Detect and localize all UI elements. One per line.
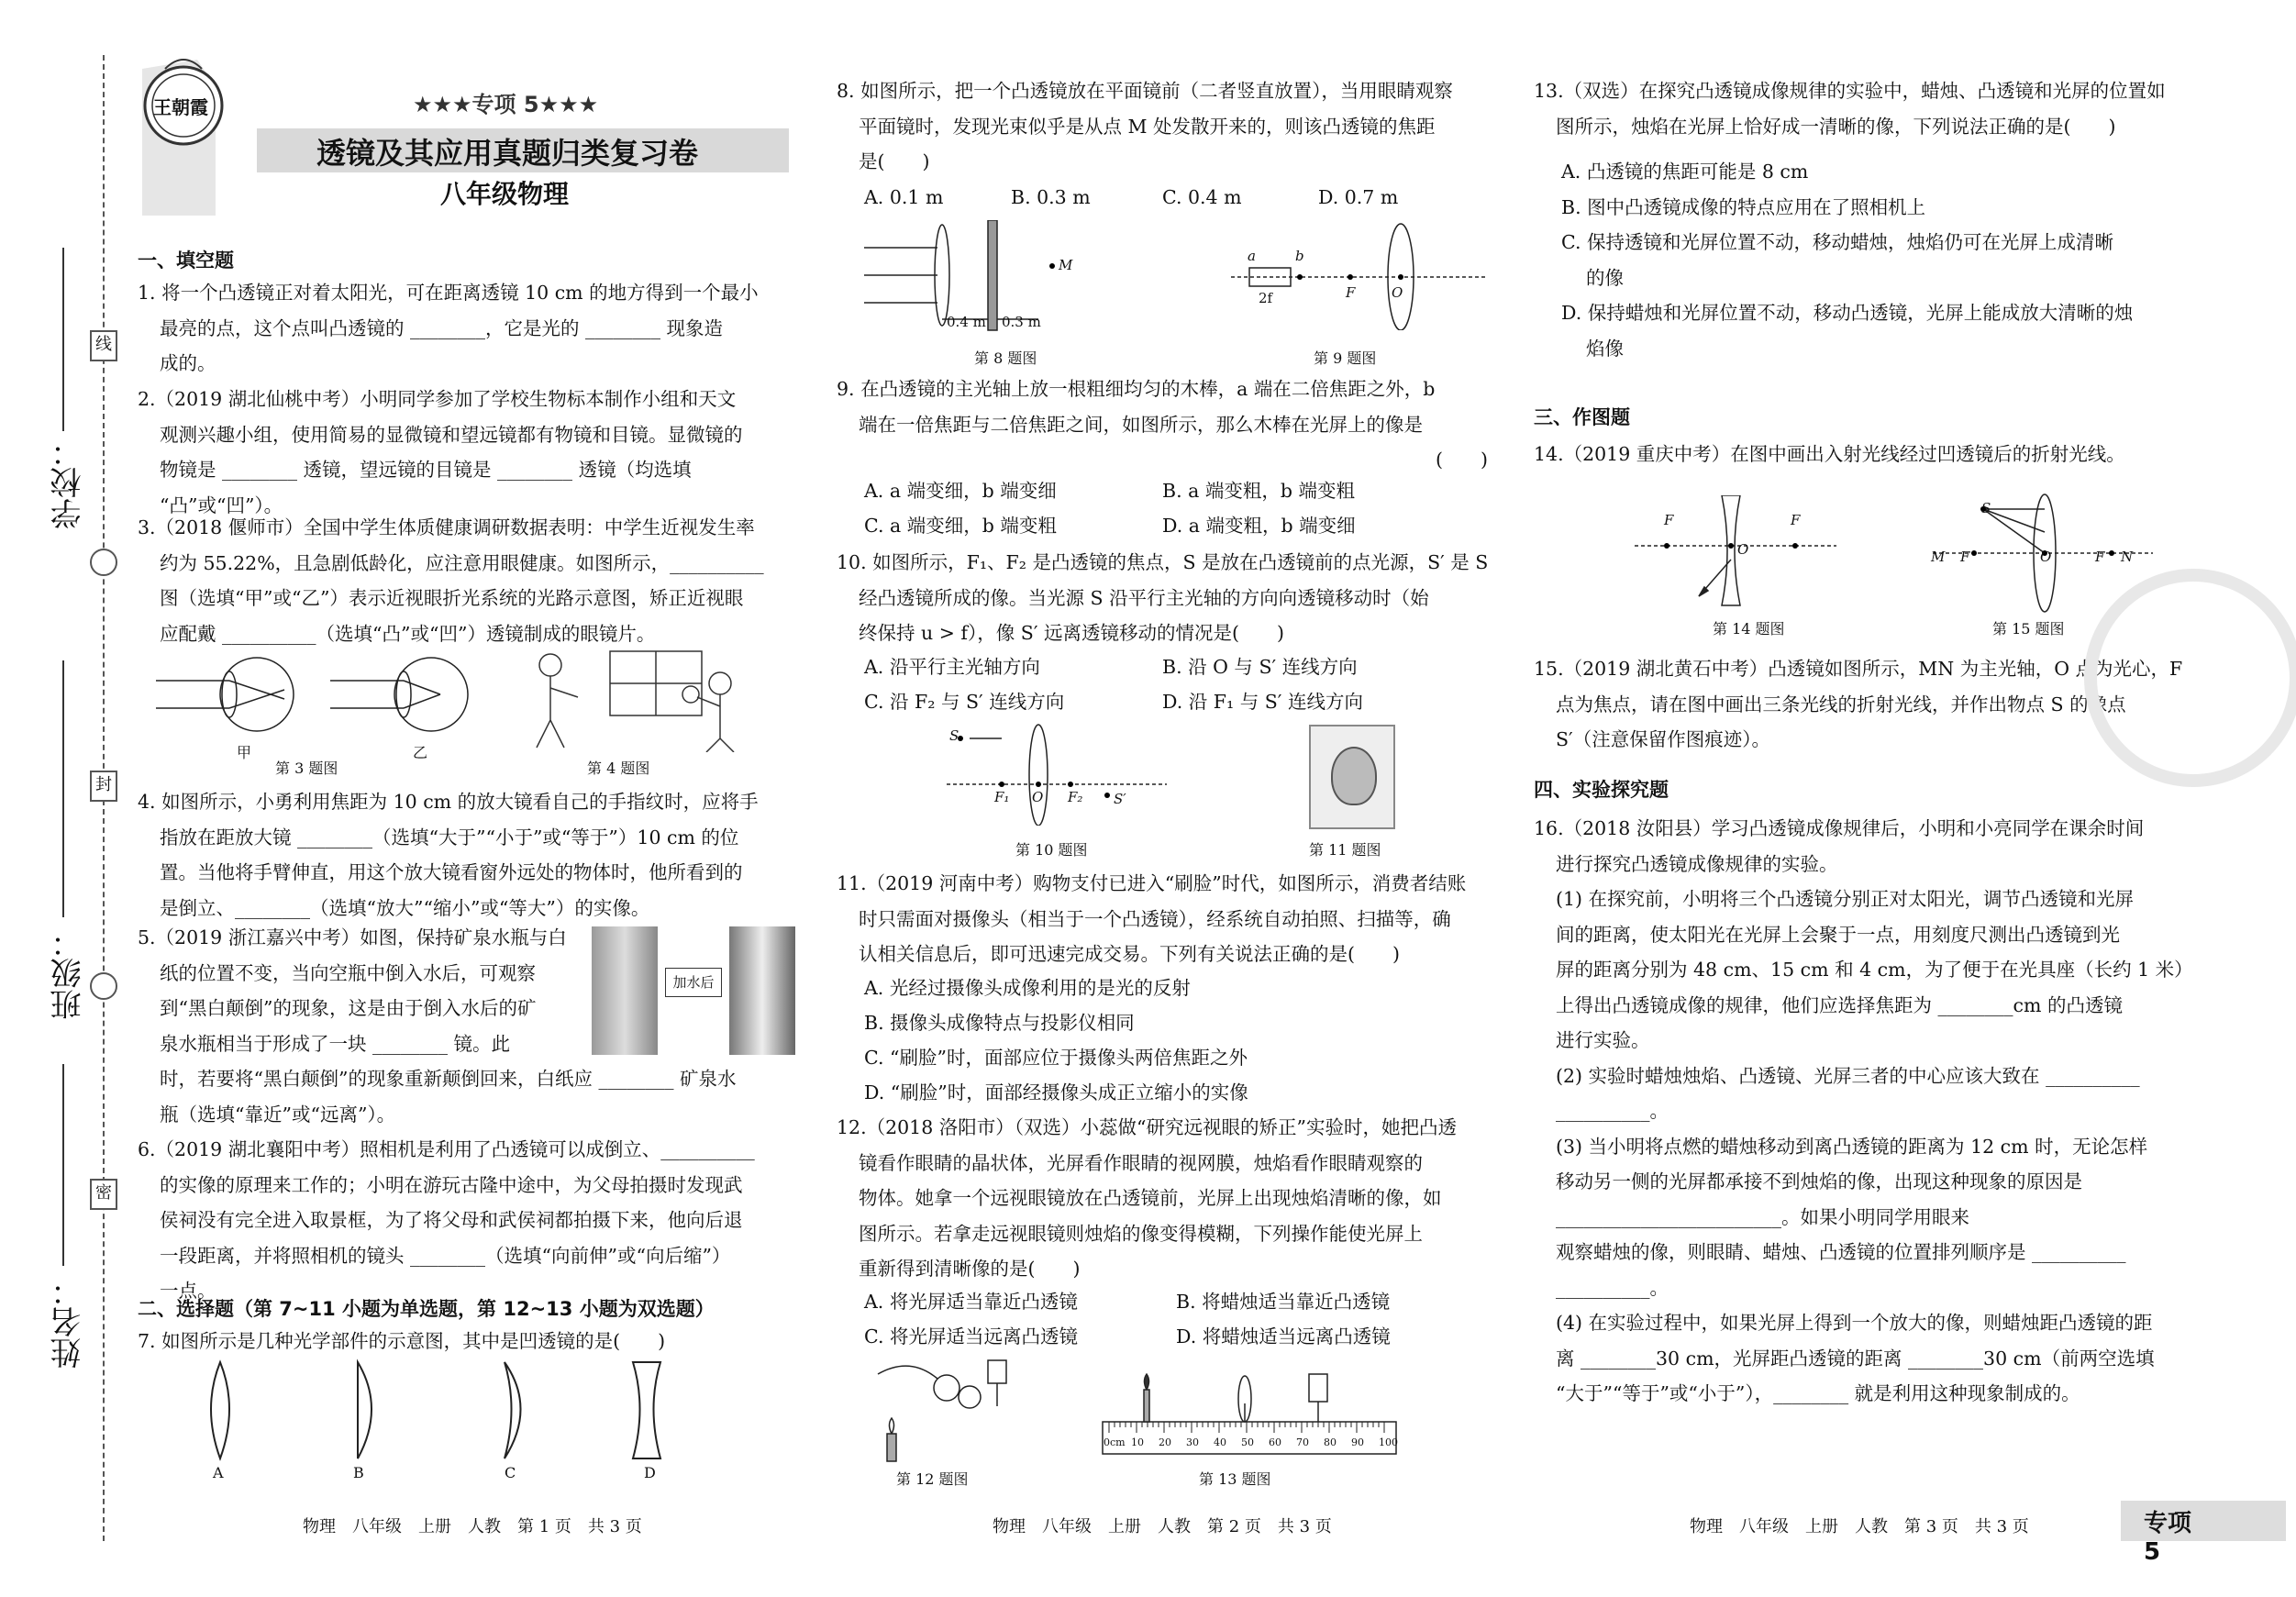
q3-line: 应配戴 __________（选填“凸”或“凹”）透镜制成的眼镜片。 bbox=[160, 622, 656, 645]
label-o10: O bbox=[1032, 789, 1044, 805]
ruler-label: 100 bbox=[1379, 1436, 1398, 1448]
q16-line: 观察蜡烛的像，则眼睛、蜡烛、凸透镜的位置排列顺序是 __________ bbox=[1556, 1241, 2126, 1263]
q13-line: 13.（双选）在探究凸透镜成像规律的实验中，蜡烛、凸透镜和光屏的位置如 bbox=[1534, 80, 2166, 102]
fig10-caption: 第 10 题图 bbox=[1015, 841, 1088, 859]
q3-line: 约为 55.22%，且急剧低龄化，应注意用眼健康。如图所示，__________ bbox=[160, 551, 764, 574]
ruler-label: 60 bbox=[1269, 1436, 1281, 1448]
option-d[interactable]: D bbox=[644, 1464, 656, 1481]
q13-options bbox=[1561, 154, 2133, 366]
label-f2: F₂ bbox=[1068, 789, 1083, 805]
column-2 bbox=[837, 0, 1497, 1597]
label-yi: 乙 bbox=[413, 744, 428, 761]
q16-line: __________。 bbox=[1556, 1100, 1669, 1122]
label-f15-right: F bbox=[2095, 549, 2105, 565]
label-s15: S bbox=[1981, 500, 1991, 516]
dim-04: 0.4 m bbox=[947, 314, 986, 330]
question-12 bbox=[837, 1110, 1457, 1287]
q13-option: 焰像 bbox=[1561, 337, 1625, 360]
hole-icon bbox=[90, 972, 117, 1000]
q2-line: 观测兴趣小组，使用简易的显微镜和望远镜都有物镜和目镜。显微镜的 bbox=[160, 423, 743, 446]
q7-lens-shapes bbox=[193, 1358, 780, 1468]
ruler-label: 50 bbox=[1241, 1436, 1254, 1448]
q4-line: 是倒立、________（选填“放大”“缩小”或“等大”）的实像。 bbox=[160, 896, 650, 919]
section-choice: 二、选择题（第 7~11 小题为单选题，第 12~13 小题为双选题） bbox=[138, 1298, 715, 1320]
ruler-label: 90 bbox=[1351, 1436, 1364, 1448]
q11-option-a[interactable]: A. 光经过摄像头成像利用的是光的反射 bbox=[864, 977, 1191, 999]
q16-line: 移动另一侧的光屏都承接不到烛焰的像，出现这种现象的原因是 bbox=[1556, 1170, 2082, 1192]
label-b: b bbox=[1295, 248, 1304, 264]
q8-line: 是( ) bbox=[859, 150, 930, 172]
q9-line: ( ) bbox=[1436, 449, 1488, 471]
footer-page-2: 物理 八年级 上册 人教 第 2 页 共 3 页 bbox=[993, 1517, 1332, 1536]
q10-line: 终保持 u > f），像 S′ 远离透镜移动的情况是( ) bbox=[859, 622, 1284, 644]
q16-line: (4) 在实验过程中，如果光屏上得到一个放大的像，则蜡烛距凸透镜的距 bbox=[1556, 1312, 2153, 1334]
q16-line: ________________________。如果小明同学用眼来 bbox=[1556, 1205, 1969, 1228]
eye-yi bbox=[330, 658, 468, 731]
q10-option-c[interactable]: C. 沿 F₂ 与 S′ 连线方向 bbox=[864, 691, 1065, 713]
label-f-right: F bbox=[1791, 512, 1801, 528]
q12-line: 图所示。若拿走远视眼镜则烛焰的像变得模糊，下列操作能使光屏上 bbox=[859, 1222, 1423, 1245]
question-8 bbox=[837, 73, 1453, 180]
ruler-label: 30 bbox=[1186, 1436, 1199, 1448]
logo-badge bbox=[142, 32, 225, 216]
q1-line: 最亮的点，这个点叫凸透镜的 ________，它是光的 ________ 现象造 bbox=[160, 316, 724, 339]
q2-line: 物镜是 ________ 透镜，望远镜的目镜是 ________ 透镜（均选填 bbox=[160, 459, 692, 481]
q2-line: 2.（2019 湖北仙桃中考）小明同学参加了学校生物标本制作小组和天文 bbox=[138, 388, 737, 410]
q12-option-c[interactable]: C. 将光屏适当远离凸透镜 bbox=[864, 1325, 1078, 1347]
binding-sidebar bbox=[0, 0, 128, 1597]
q7-text: 7. 如图所示是几种光学部件的示意图，其中是凹透镜的是( ) bbox=[138, 1330, 666, 1352]
q8-option-a[interactable]: A. 0.1 m bbox=[864, 186, 944, 208]
q5-line: 时，若要将“黑白颠倒”的现象重新颠倒回来，白纸应 ________ 矿泉水 bbox=[160, 1068, 737, 1090]
ruler-label: 80 bbox=[1324, 1436, 1337, 1448]
magnifier-figure bbox=[523, 647, 752, 752]
section-experiment: 四、实验探究题 bbox=[1534, 779, 1669, 801]
fig14-caption: 第 14 题图 bbox=[1713, 620, 1785, 638]
fig10-diagram bbox=[947, 720, 1167, 826]
q16-line: (1) 在探究前，小明将三个凸透镜分别正对太阳光，调节凸透镜和光屏 bbox=[1556, 888, 2135, 910]
q16-line: 进行实验。 bbox=[1556, 1029, 1650, 1051]
q16-line: 16.（2018 汝阳县）学习凸透镜成像规律后，小明和小亮同学在课余时间 bbox=[1534, 817, 2145, 839]
question-9 bbox=[837, 372, 1497, 478]
ruler-label: 70 bbox=[1296, 1436, 1309, 1448]
face-scanner-photo bbox=[1309, 725, 1395, 829]
q3-line: 3.（2018 偃师市）全国中学生体质健康调研数据表明：中学生近视发生率 bbox=[138, 516, 755, 538]
label-f1: F₁ bbox=[994, 789, 1010, 805]
q10-option-d[interactable]: D. 沿 F₁ 与 S′ 连线方向 bbox=[1162, 691, 1363, 713]
q8-line: 8. 如图所示，把一个凸透镜放在平面镜前（二者竖直放置），当用眼睛观察 bbox=[837, 80, 1453, 102]
question-5 bbox=[138, 920, 798, 1132]
option-b[interactable]: B bbox=[353, 1464, 364, 1481]
sidebar-mark-feng: 封 bbox=[90, 771, 117, 802]
question-3 bbox=[138, 510, 764, 651]
bottle-photo-after bbox=[729, 926, 795, 1055]
option-c[interactable]: C bbox=[505, 1464, 516, 1481]
q14-text: 14.（2019 重庆中考）在图中画出入射光线经过凹透镜后的折射光线。 bbox=[1534, 443, 2125, 465]
q10-line: 经凸透镜所成的像。当光源 S 沿平行主光轴的方向向透镜移动时（始 bbox=[859, 586, 1429, 609]
class-field[interactable] bbox=[62, 660, 64, 917]
q16-line: __________。 bbox=[1556, 1276, 1669, 1299]
label-f: F bbox=[1346, 284, 1356, 301]
q15-line: 点为焦点，请在图中画出三条光线的折射光线，并作出物点 S 的像点 bbox=[1556, 693, 2126, 715]
q15-line: S′（注意保留作图痕迹）。 bbox=[1556, 728, 1770, 750]
q6-line: 6.（2019 湖北襄阳中考）照相机是利用了凸透镜可以成倒立、__________ bbox=[138, 1138, 755, 1160]
option-a[interactable]: A bbox=[213, 1464, 224, 1481]
label-o15: O bbox=[2040, 549, 2052, 565]
label-s: S bbox=[949, 727, 959, 744]
footer-page-1: 物理 八年级 上册 人教 第 1 页 共 3 页 bbox=[303, 1517, 642, 1536]
q13-line: 图所示，烛焰在光屏上恰好成一清晰的像，下列说法正确的是( ) bbox=[1556, 115, 2116, 138]
label-2f: 2f bbox=[1259, 290, 1273, 306]
q8-line: 平面镜时，发现光束似乎是从点 M 处发散开来的，则该凸透镜的焦距 bbox=[859, 115, 1436, 138]
label-s-prime: S′ bbox=[1114, 791, 1126, 807]
q5-line: 5.（2019 浙江嘉兴中考）如图，保持矿泉水瓶与白 bbox=[138, 926, 567, 948]
label-f15-left: F bbox=[1960, 549, 1970, 565]
fig9-diagram bbox=[1231, 220, 1488, 330]
q4-line: 置。当他将手臂伸直，用这个放大镜看窗外远处的物体时，他所看到的 bbox=[160, 861, 743, 883]
fig12-glasses-sketch bbox=[873, 1356, 1020, 1466]
q11-option-b[interactable]: B. 摄像头成像特点与投影仪相同 bbox=[864, 1012, 1135, 1034]
q10-option-b[interactable]: B. 沿 O 与 S′ 连线方向 bbox=[1162, 656, 1358, 678]
lens-d bbox=[633, 1362, 660, 1458]
q12-line: 镜看作眼睛的晶状体，光屏看作眼睛的视网膜，烛焰看作眼睛观察的 bbox=[859, 1151, 1423, 1174]
fig4-caption: 第 4 题图 bbox=[587, 760, 650, 777]
fig9-caption: 第 9 题图 bbox=[1314, 349, 1377, 367]
question-2 bbox=[138, 382, 743, 523]
q16-line: (2) 实验时蜡烛烛焰、凸透镜、光屏三者的中心应该大致在 __________ bbox=[1556, 1064, 2140, 1087]
footer-page-3: 物理 八年级 上册 人教 第 3 页 共 3 页 bbox=[1690, 1517, 2029, 1536]
page-subtitle: 八年级物理 bbox=[440, 179, 570, 209]
q4-line: 4. 如图所示，小勇利用焦距为 10 cm 的放大镜看自己的手指纹时，应将手 bbox=[138, 791, 759, 813]
q10-option-a[interactable]: A. 沿平行主光轴方向 bbox=[864, 656, 1040, 678]
point-m: M bbox=[1059, 257, 1073, 273]
question-11 bbox=[837, 866, 1466, 972]
label-n: N bbox=[2121, 549, 2134, 565]
q13-option[interactable]: C. 保持透镜和光屏位置不动，移动蜡烛，烛焰仍可在光屏上成清晰 bbox=[1561, 231, 2113, 253]
q6-line: 侯祠没有完全进入取景框，为了将父母和武侯祠都拍摄下来，他向后退 bbox=[160, 1209, 743, 1231]
topic-label: ★★★专项 5★★★ bbox=[413, 92, 599, 117]
bottle-photo-before bbox=[592, 926, 658, 1055]
label-m: M bbox=[1931, 549, 1946, 565]
q4-line: 指放在距放大镜 ________（选填“大于”“小于”或“等于”）10 cm 的位 bbox=[160, 826, 739, 848]
school-label: 学校： bbox=[50, 436, 87, 529]
q3-line: 图（选填“甲”或“乙”）表示近视眼折光系统的光路示意图，矫正近视眼 bbox=[160, 587, 744, 609]
q16-line: 上得出凸透镜成像的规律，他们应选择焦距为 ________cm 的凸透镜 bbox=[1556, 993, 2123, 1016]
page-title: 透镜及其应用真题归类复习卷 bbox=[316, 136, 699, 171]
question-6 bbox=[138, 1132, 755, 1309]
q11-line: 认相关信息后，即可迅速完成交易。下列有关说法正确的是( ) bbox=[859, 943, 1400, 965]
q5-line: 纸的位置不变，当向空瓶中倒入水后，可观察 bbox=[160, 961, 536, 984]
watermark-seal bbox=[2084, 569, 2296, 787]
sidebar-mark-mi: 密 bbox=[90, 1179, 117, 1210]
q8-option-d[interactable]: D. 0.7 m bbox=[1318, 186, 1399, 208]
label-o: O bbox=[1392, 284, 1403, 301]
q12-option-a[interactable]: A. 将光屏适当靠近凸透镜 bbox=[864, 1291, 1078, 1313]
ruler-scale bbox=[1098, 1436, 1410, 1455]
q13-option[interactable]: D. 保持蜡烛和光屏位置不动，移动凸透镜，光屏上能成放大清晰的烛 bbox=[1561, 302, 2134, 324]
ruler-label: 20 bbox=[1159, 1436, 1171, 1448]
eye-jia bbox=[156, 658, 294, 731]
fig15-caption: 第 15 题图 bbox=[1992, 620, 2065, 638]
topic-tag: 专项 5 bbox=[2144, 1510, 2192, 1566]
ruler-label: 10 bbox=[1131, 1436, 1144, 1448]
lens-b bbox=[358, 1362, 372, 1458]
school-field[interactable] bbox=[62, 248, 64, 431]
logo-text: 王朝霞 bbox=[153, 96, 208, 118]
hole-icon bbox=[90, 549, 117, 576]
fig8-caption: 第 8 题图 bbox=[974, 349, 1037, 367]
q16-line: 进行探究凸透镜成像规律的实验。 bbox=[1556, 852, 1838, 875]
fig11-caption: 第 11 题图 bbox=[1309, 841, 1381, 859]
label-f-left: F bbox=[1664, 512, 1674, 528]
dim-03: 0.3 m bbox=[1002, 314, 1041, 330]
label-jia: 甲 bbox=[237, 744, 252, 761]
q9-option-d[interactable]: D. a 端变粗，b 端变细 bbox=[1162, 515, 1356, 537]
q12-option-b[interactable]: B. 将蜡烛适当靠近凸透镜 bbox=[1176, 1291, 1391, 1313]
q9-option-a[interactable]: A. a 端变细，b 端变细 bbox=[864, 480, 1057, 502]
label-a: a bbox=[1248, 248, 1256, 264]
q12-line: 重新得到清晰像的是( ) bbox=[859, 1258, 1081, 1280]
q6-line: 一点。 bbox=[160, 1280, 216, 1302]
ruler-label: 0cm bbox=[1104, 1436, 1126, 1448]
q1-line: 成的。 bbox=[160, 352, 216, 374]
q5-line: 瓶（选填“靠近”或“远离”）。 bbox=[160, 1103, 396, 1126]
sidebar-mark-xian: 线 bbox=[90, 330, 117, 361]
q9-line: 9. 在凸透镜的主光轴上放一根粗细均匀的木棒，a 端在二倍焦距之外，b bbox=[837, 378, 1436, 400]
q11-line: 时只需面对摄像头（相当于一个凸透镜），经系统自动拍照、扫描等，确 bbox=[859, 907, 1451, 930]
fig12-caption: 第 12 题图 bbox=[896, 1470, 969, 1488]
q10-line: 10. 如图所示，F₁、F₂ 是凸透镜的焦点，S 是放在凸透镜前的点光源，S′ 是 S bbox=[837, 551, 1489, 573]
label-o14: O bbox=[1737, 541, 1749, 558]
q12-line: 12.（2018 洛阳市）（双选）小蕊做“研究远视眼的矫正”实验时，她把凸透 bbox=[837, 1116, 1457, 1138]
q12-option-d[interactable]: D. 将蜡烛适当远离凸透镜 bbox=[1176, 1325, 1391, 1347]
question-16 bbox=[1534, 811, 2193, 1412]
question-1 bbox=[138, 275, 759, 382]
q13-option[interactable]: A. 凸透镜的焦距可能是 8 cm bbox=[1561, 161, 1809, 183]
q5-line: 泉水瓶相当于形成了一块 ________ 镜。此 bbox=[160, 1032, 511, 1055]
q12-line: 物体。她拿一个远视眼镜放在凸透镜前，光屏上出现烛焰清晰的像，如 bbox=[859, 1187, 1442, 1209]
q11-option-c[interactable]: C. “刷脸”时，面部应位于摄像头两倍焦距之外 bbox=[864, 1047, 1248, 1069]
q16-line: “大于”“等于”或“小于”），________ 就是利用这种现象制成的。 bbox=[1556, 1382, 2080, 1404]
q13-option: 的像 bbox=[1561, 266, 1625, 289]
q2-line: “凸”或“凹”）。 bbox=[160, 494, 283, 516]
q15-line: 15.（2019 湖北黄石中考）凸透镜如图所示，MN 为主光轴，O 点为光心，F bbox=[1534, 658, 2183, 680]
ruler-label: 40 bbox=[1214, 1436, 1226, 1448]
q6-line: 的实像的原理来工作的；小明在游玩古隆中途中，为父母拍摄时发现武 bbox=[160, 1173, 743, 1196]
q9-option-b[interactable]: B. a 端变粗，b 端变粗 bbox=[1162, 480, 1355, 502]
lens-a bbox=[211, 1362, 229, 1458]
q8-option-b[interactable]: B. 0.3 m bbox=[1011, 186, 1091, 208]
lens-c bbox=[505, 1362, 521, 1458]
q11-line: 11.（2019 河南中考）购物支付已进入“刷脸”时代，如图所示，消费者结账 bbox=[837, 872, 1467, 894]
q16-line: 屏的距离分别为 48 cm、15 cm 和 4 cm，为了便于在光具座（长约 1 米） bbox=[1556, 959, 2193, 981]
q8-option-c[interactable]: C. 0.4 m bbox=[1162, 186, 1242, 208]
q16-line: 间的距离，使太阳光在光屏上会聚于一点，用刻度尺测出凸透镜到光 bbox=[1556, 923, 2120, 946]
name-field[interactable] bbox=[62, 1064, 64, 1266]
section-drawing: 三、作图题 bbox=[1534, 406, 1630, 428]
q16-line: (3) 当小明将点燃的蜡烛移动到离凸透镜的距离为 12 cm 时，无论怎样 bbox=[1556, 1135, 2148, 1158]
eye-diagram bbox=[156, 653, 495, 754]
fig13-caption: 第 13 题图 bbox=[1199, 1470, 1271, 1488]
q9-line: 端在一倍焦距与二倍焦距之间，如图所示，那么木棒在光屏上的像是 bbox=[859, 413, 1423, 436]
q16-line: 离 ________30 cm，光屏距凸透镜的距离 ________30 cm（前两空选填 bbox=[1556, 1347, 2155, 1370]
class-label: 班级： bbox=[50, 926, 87, 1020]
question-4 bbox=[138, 784, 759, 926]
q9-option-c[interactable]: C. a 端变细，b 端变粗 bbox=[864, 515, 1057, 537]
q5-line: 到“黑白颠倒”的现象，这是由于倒入水后的矿 bbox=[160, 997, 537, 1019]
q6-line: 一段距离，并将照相机的镜头 ________（选填“向前伸”或“向后缩”） bbox=[160, 1244, 731, 1267]
question-10 bbox=[837, 545, 1488, 651]
fig3-caption: 第 3 题图 bbox=[275, 760, 338, 777]
column-1 bbox=[138, 0, 798, 1597]
arrow-label: 加水后 bbox=[665, 968, 722, 997]
column-3 bbox=[1534, 0, 2203, 1597]
name-label: 姓名： bbox=[50, 1275, 87, 1369]
q11-option-d[interactable]: D. “刷脸”时，面部经摄像头成正立缩小的实像 bbox=[864, 1081, 1248, 1103]
q1-line: 1. 将一个凸透镜正对着太阳光，可在距离透镜 10 cm 的地方得到一个最小 bbox=[138, 282, 759, 304]
section-fill-blank: 一、填空题 bbox=[138, 250, 234, 272]
question-13 bbox=[1534, 73, 2166, 144]
q13-option[interactable]: B. 图中凸透镜成像的特点应用在了照相机上 bbox=[1561, 195, 1926, 218]
